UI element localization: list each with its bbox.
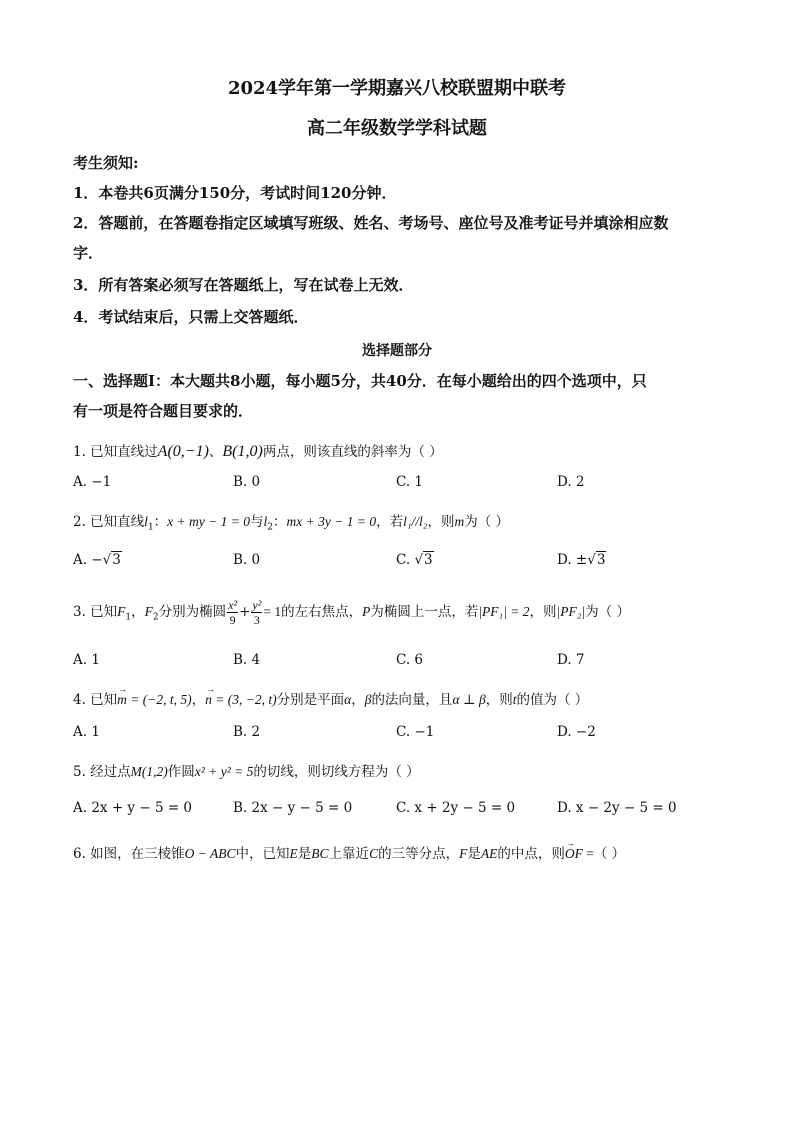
q3-option-b: B. 4 (233, 652, 261, 668)
question-3: 3. 已知$F_1$，$F_2$分别为椭圆 $\frac{\text{x²}}{9}$ + $\frac{\text{y²}}{3}$ = 1的左右焦点，P为椭圆上一点，若|PF₁| = 2，则|PF₂|为（ ） (73, 598, 630, 627)
q1-option-a: A. −1 (73, 474, 112, 490)
notice-item-3: 3．所有答案必须写在答题纸上，写在试卷上无效． (73, 276, 414, 294)
question-1: 1. 已知直线过A(0,−1)、B(1,0)两点，则该直线的斜率为（ ） (73, 443, 443, 460)
question-4: 4. 已知 → m = (−2, t, 5)， → n = (3, −2, t)分别是平面α，β的法向量，且α ⊥ β，则t的值为（ ） (73, 684, 589, 708)
exam-title: 2024学年第一学期嘉兴八校联盟期中联考 (227, 78, 567, 99)
q2-option-a: A. −√3 (73, 552, 121, 568)
notice-heading: 考生须知: (73, 154, 139, 172)
q3-option-a: A. 1 (73, 652, 100, 668)
q3-option-c: C. 6 (396, 652, 424, 668)
question-6: 6. 如图，在三棱锥O − ABC中，已知E是BC上靠近C的三等分点，F是AE的中点，则 → OF =（ ） (73, 838, 626, 862)
part-title: 选择题部分 (362, 343, 432, 359)
q4-option-d: D. −2 (557, 724, 596, 740)
q2-option-d: D. ±√3 (557, 552, 606, 568)
q4-option-a: A. 1 (73, 724, 100, 740)
question-2: 2. 已知直线$l_1$：x + my − 1 = 0与$l_2$：mx + 3y − 1 = 0，若l₁//l₂，则m为（ ） (73, 514, 510, 533)
q2-option-c: C. √3 (396, 552, 433, 568)
exam-subtitle: 高二年级数学学科试题 (307, 118, 487, 139)
q4-option-c: C. −1 (396, 724, 435, 740)
notice-item-2-cont: 字． (73, 244, 104, 262)
notice-item-4: 4．考试结束后，只需上交答题纸． (73, 308, 309, 326)
notice-item-1: 1．本卷共6页满分150分，考试时间120分钟． (73, 184, 397, 202)
q1-option-b: B. 0 (233, 474, 261, 490)
q5-option-a: A. 2x + y − 5 = 0 (73, 800, 193, 816)
q3-option-d: D. 7 (557, 652, 585, 668)
notice-item-2: 2．答题前，在答题卷指定区域填写班级、姓名、考场号、座位号及准考证号并填涂相应数 (73, 214, 669, 232)
q2-option-b: B. 0 (233, 552, 261, 568)
section-instructions-line1: 一、选择题Ⅰ：本大题共8小题，每小题5分，共40分．在每小题给出的四个选项中，只 (73, 372, 647, 390)
question-5: 5. 经过点M(1,2)作圆x² + y² = 5的切线，则切线方程为（ ） (73, 764, 420, 780)
q1-option-c: C. 1 (396, 474, 424, 490)
q5-option-b: B. 2x − y − 5 = 0 (233, 800, 353, 816)
q5-option-d: D. x − 2y − 5 = 0 (557, 800, 677, 816)
q4-option-b: B. 2 (233, 724, 261, 740)
q1-option-d: D. 2 (557, 474, 585, 490)
section-instructions-line2: 有一项是符合题目要求的． (73, 402, 254, 420)
q5-option-c: C. x + 2y − 5 = 0 (396, 800, 516, 816)
